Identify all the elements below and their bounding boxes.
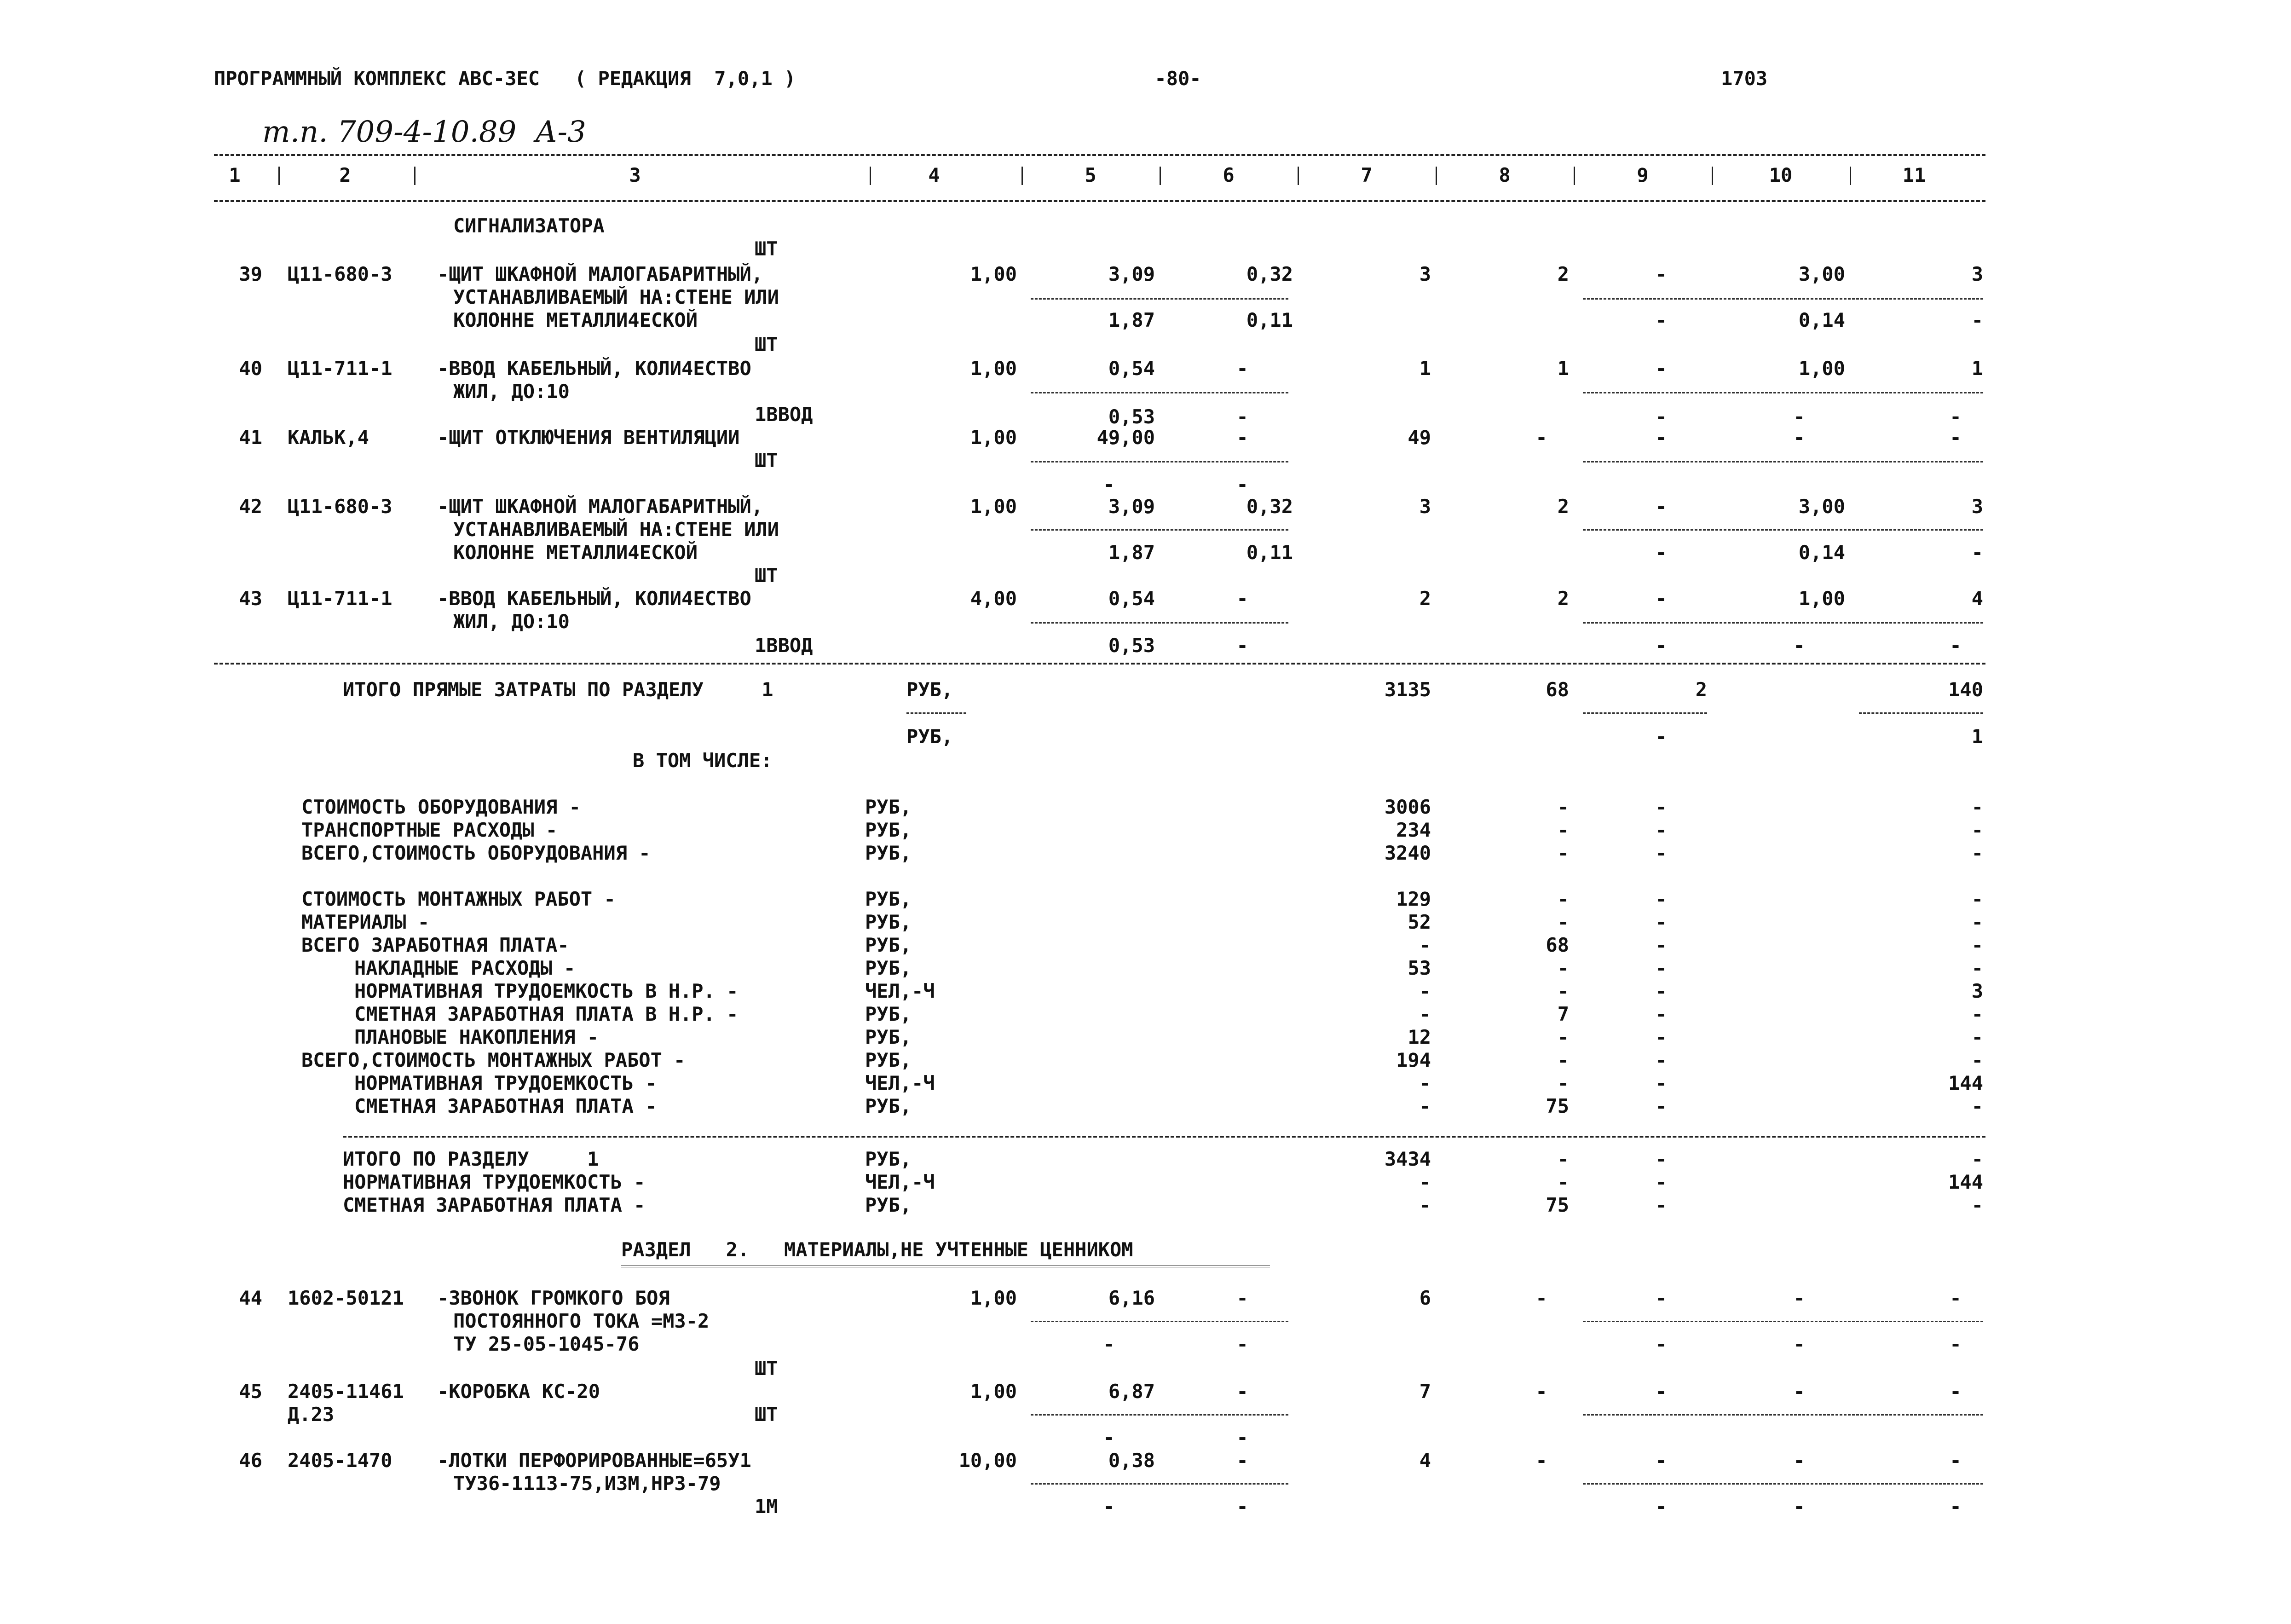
summary-c11: 3 [1971, 980, 1983, 1002]
summary-c9: - [1655, 934, 1667, 956]
col-separator [414, 167, 415, 185]
row-c6: 0,32 [1246, 495, 1293, 518]
row-description: УСТАНАВЛИВАЕМЫЙ НА:СТЕНЕ ИЛИ [453, 286, 779, 308]
row-c10: - [1793, 426, 1805, 449]
summary-c11: - [1971, 796, 1983, 818]
cell-rule [1583, 529, 1983, 531]
col-header-9: 9 [1637, 164, 1649, 186]
summary-c11: - [1971, 1003, 1983, 1025]
row-unit: 1ВВОД [755, 403, 813, 426]
section-rule [214, 663, 1985, 665]
col-header-2: 2 [339, 164, 351, 186]
summary-c9: - [1655, 819, 1667, 841]
summary-c8: - [1557, 957, 1569, 979]
row-c6: - [1236, 357, 1248, 380]
row-c11: - [1950, 634, 1962, 657]
summary-c11: - [1971, 1049, 1983, 1071]
row-code: 1602-50121 [288, 1287, 404, 1309]
cell-rule [1031, 298, 1288, 300]
summary-unit: РУБ, [865, 911, 912, 933]
direct-costs-unit: РУБ, [906, 725, 953, 748]
summary-unit: РУБ, [865, 819, 912, 841]
row-code: КАЛЬК,4 [288, 426, 369, 449]
row-code: 2405-1470 [288, 1449, 392, 1472]
row-code: Ц11-680-3 [288, 263, 392, 285]
summary-c11: - [1971, 819, 1983, 841]
summary-c8: - [1557, 1026, 1569, 1048]
summary-label: СТОИМОСТЬ ОБОРУДОВАНИЯ - [301, 796, 581, 818]
col-separator [870, 167, 871, 185]
summary-c11: - [1971, 911, 1983, 933]
row-unit: ШТ [755, 333, 778, 356]
row-c10: - [1793, 1495, 1805, 1518]
summary-c9: - [1655, 1095, 1667, 1117]
row-qty: 10,00 [958, 1449, 1017, 1472]
summary-c11: - [1971, 934, 1983, 956]
col-header-8: 8 [1499, 164, 1511, 186]
row-c10: - [1793, 1449, 1805, 1472]
section-total-c8: - [1557, 1148, 1569, 1170]
col-header-10: 10 [1769, 164, 1793, 186]
row-c8: 2 [1557, 587, 1569, 610]
summary-c8: - [1557, 842, 1569, 864]
row-number: 43 [239, 587, 262, 610]
row-c5: 0,53 [1108, 634, 1155, 657]
row-c11: - [1950, 405, 1962, 428]
cell-rule [1583, 1321, 1983, 1322]
row-c9: - [1655, 495, 1667, 518]
summary-c8: - [1557, 1072, 1569, 1094]
header-top-rule [214, 154, 1985, 156]
row-c5: 1,87 [1108, 541, 1155, 564]
cell-rule [1031, 1483, 1288, 1485]
row-c8: - [1535, 1449, 1547, 1472]
row-unit: ШТ [755, 449, 778, 472]
row-c10: 3,00 [1798, 495, 1845, 518]
summary-unit: РУБ, [865, 796, 912, 818]
row-number: 41 [239, 426, 262, 449]
row-c11: 4 [1971, 587, 1983, 610]
row-c6: - [1236, 1287, 1248, 1309]
summary-label: СМЕТНАЯ ЗАРАБОТНАЯ ПЛАТА - [354, 1095, 657, 1117]
summary-c8: - [1557, 888, 1569, 910]
summary-c8: - [1557, 1049, 1569, 1071]
summary-unit: РУБ, [865, 842, 912, 864]
row-description: КОЛОННЕ МЕТАЛЛИ4ЕСКОЙ [453, 541, 698, 564]
row-c5: 1,87 [1108, 309, 1155, 331]
row-c11: - [1950, 1333, 1962, 1355]
summary-label: ВСЕГО,СТОИМОСТЬ МОНТАЖНЫХ РАБОТ - [301, 1049, 686, 1071]
row-c7: 1 [1419, 357, 1431, 380]
summary-c7: 53 [1408, 957, 1431, 979]
row-qty: 1,00 [970, 1380, 1017, 1403]
row-c5: - [1103, 1333, 1115, 1355]
row-c8: - [1535, 1287, 1547, 1309]
row-c5: - [1103, 1426, 1115, 1449]
row-c11: 1 [1971, 357, 1983, 380]
document-number: 1703 [1721, 67, 1768, 90]
direct-costs-c11: 140 [1948, 678, 1983, 701]
row-description: -ВВОД КАБЕЛЬНЫЙ, КОЛИ4ЕСТВО [437, 357, 751, 380]
summary-unit: РУБ, [865, 934, 912, 956]
col-separator [1850, 167, 1851, 185]
summary-c11: 144 [1948, 1072, 1983, 1094]
row-qty: 1,00 [970, 1287, 1017, 1309]
row-c9: - [1655, 405, 1667, 428]
summary-c9: - [1655, 1003, 1667, 1025]
row-c8: 2 [1557, 263, 1569, 285]
cell-rule [1031, 622, 1288, 624]
col-header-6: 6 [1223, 164, 1235, 186]
summary-c11: - [1971, 888, 1983, 910]
row-c8: 2 [1557, 495, 1569, 518]
col-header-11: 11 [1902, 164, 1926, 186]
row-description: ТУ 25-05-1045-76 [453, 1333, 640, 1355]
row-c6: - [1236, 587, 1248, 610]
col-separator [1160, 167, 1161, 185]
summary-label: НОРМАТИВНАЯ ТРУДОЕМКОСТЬ В Н.Р. - [354, 980, 739, 1002]
summary-c7: - [1419, 934, 1431, 956]
direct-costs-unit: РУБ, [906, 678, 953, 701]
row-number: 45 [239, 1380, 262, 1403]
row-description: -ЩИТ ШКАФНОЙ МАЛОГАБАРИТНЫЙ, [437, 263, 763, 285]
section-2-title: РАЗДЕЛ 2. МАТЕРИАЛЫ,НЕ УЧТЕННЫЕ ЦЕННИКОМ [621, 1238, 1133, 1261]
summary-label: НАКЛАДНЫЕ РАСХОДЫ - [354, 957, 576, 979]
row-c5: 6,87 [1108, 1380, 1155, 1403]
row-c5: - [1103, 1495, 1115, 1518]
row-c5: 0,54 [1108, 587, 1155, 610]
row-c9: - [1655, 1287, 1667, 1309]
summary-label: ВСЕГО ЗАРАБОТНАЯ ПЛАТА- [301, 934, 569, 956]
row-unit: 1ВВОД [755, 634, 813, 657]
section-total-c11: - [1971, 1148, 1983, 1170]
summary-c8: 7 [1557, 1003, 1569, 1025]
summary-c8: - [1557, 819, 1569, 841]
row-code: Ц11-711-1 [288, 357, 392, 380]
row-c9: - [1655, 263, 1667, 285]
row-c9: - [1655, 1333, 1667, 1355]
row-c10: 0,14 [1798, 309, 1845, 331]
section-total-c7: - [1419, 1171, 1431, 1193]
row-unit: ШТ [755, 564, 778, 587]
summary-unit: РУБ, [865, 888, 912, 910]
section-rule [343, 1136, 1985, 1138]
row-c5: 0,54 [1108, 357, 1155, 380]
col-separator [1298, 167, 1299, 185]
direct-costs-c11: 1 [1971, 725, 1983, 748]
summary-c9: - [1655, 1026, 1667, 1048]
row-number: 44 [239, 1287, 262, 1309]
summary-c7: - [1419, 1003, 1431, 1025]
section-total-c9: - [1655, 1148, 1667, 1170]
summary-c7: 129 [1396, 888, 1431, 910]
summary-label: НОРМАТИВНАЯ ТРУДОЕМКОСТЬ - [354, 1072, 657, 1094]
summary-label: ПЛАНОВЫЕ НАКОПЛЕНИЯ - [354, 1026, 599, 1048]
col-header-1: 1 [229, 164, 241, 186]
row-c6: - [1236, 1495, 1248, 1518]
summary-c9: - [1655, 957, 1667, 979]
row-c7: 3 [1419, 263, 1431, 285]
row-c8: - [1535, 426, 1547, 449]
summary-label: МАТЕРИАЛЫ - [301, 911, 430, 933]
row-c5: 0,38 [1108, 1449, 1155, 1472]
section-total-label: СМЕТНАЯ ЗАРАБОТНАЯ ПЛАТА - [343, 1194, 646, 1216]
col-separator [278, 167, 280, 185]
col-separator [1574, 167, 1575, 185]
row-c11: 3 [1971, 263, 1983, 285]
row-c7: 3 [1419, 495, 1431, 518]
summary-c7: 194 [1396, 1049, 1431, 1071]
row-number: 46 [239, 1449, 262, 1472]
col-separator [1712, 167, 1713, 185]
row-qty: 1,00 [970, 426, 1017, 449]
summary-unit: РУБ, [865, 1049, 912, 1071]
row-c6: - [1236, 473, 1248, 496]
cell-rule [1031, 1414, 1288, 1416]
row-description: -ЛОТКИ ПЕРФОРИРОВАННЫЕ=65У1 [437, 1449, 751, 1472]
direct-costs-label: ИТОГО ПРЯМЫЕ ЗАТРАТЫ ПО РАЗДЕЛУ 1 [343, 678, 773, 701]
col-header-4: 4 [928, 164, 940, 186]
row-c11: - [1950, 1449, 1962, 1472]
summary-unit: РУБ, [865, 1003, 912, 1025]
section-total-c8: - [1557, 1171, 1569, 1193]
row-c10: 0,14 [1798, 541, 1845, 564]
summary-c7: 234 [1396, 819, 1431, 841]
row-c7: 49 [1408, 426, 1431, 449]
summary-c7: - [1419, 1095, 1431, 1117]
cell-rule [1031, 392, 1288, 393]
cell-rule [1031, 529, 1288, 531]
summary-label: СТОИМОСТЬ МОНТАЖНЫХ РАБОТ - [301, 888, 616, 910]
section-total-c9: - [1655, 1171, 1667, 1193]
cell-rule [1031, 1321, 1288, 1322]
row-c6: - [1236, 426, 1248, 449]
row-c6: - [1236, 1449, 1248, 1472]
summary-unit: РУБ, [865, 1095, 912, 1117]
row-qty: 1,00 [970, 263, 1017, 285]
row-c6: 0,32 [1246, 263, 1293, 285]
row-c11: - [1950, 1287, 1962, 1309]
row-c10: - [1793, 1333, 1805, 1355]
col-separator [1436, 167, 1437, 185]
row-c9: - [1655, 541, 1667, 564]
header-bottom-rule [214, 200, 1985, 202]
row-c6: - [1236, 634, 1248, 657]
section-total-c7: 3434 [1384, 1148, 1431, 1170]
summary-c8: - [1557, 980, 1569, 1002]
section-total-unit: ЧЕЛ,-Ч [865, 1171, 935, 1193]
row-code: Ц11-680-3 [288, 495, 392, 518]
row-c6: 0,11 [1246, 541, 1293, 564]
col-header-7: 7 [1361, 164, 1373, 186]
summary-c7: 3006 [1384, 796, 1431, 818]
summary-unit: РУБ, [865, 957, 912, 979]
summary-c7: 3240 [1384, 842, 1431, 864]
row-description: -КОРОБКА КС-20 [437, 1380, 600, 1403]
summary-label: СМЕТНАЯ ЗАРАБОТНАЯ ПЛАТА В Н.Р. - [354, 1003, 739, 1025]
row-c11: - [1950, 1380, 1962, 1403]
cell-rule [1583, 622, 1983, 624]
section-total-unit: РУБ, [865, 1194, 912, 1216]
summary-unit: ЧЕЛ,-Ч [865, 980, 935, 1002]
summary-c7: 52 [1408, 911, 1431, 933]
row-description: ТУ36-1113-75,ИЗМ,НРЗ-79 [453, 1472, 721, 1495]
summary-c7: - [1419, 980, 1431, 1002]
cell-rule [1583, 1483, 1983, 1485]
row-c10: 1,00 [1798, 357, 1845, 380]
handwritten-reference: т.п. 709-4-10.89 А-3 [262, 115, 586, 149]
summary-c11: - [1971, 1095, 1983, 1117]
row-description: КОЛОННЕ МЕТАЛЛИ4ЕСКОЙ [453, 309, 698, 331]
row-c6: - [1236, 1426, 1248, 1449]
row-number: 39 [239, 263, 262, 285]
direct-costs-c7: 3135 [1384, 678, 1431, 701]
row-c7: 2 [1419, 587, 1431, 610]
direct-costs-c9: 2 [1695, 678, 1707, 701]
cell-rule [906, 712, 966, 714]
row-c10: - [1793, 634, 1805, 657]
direct-costs-c8: 68 [1546, 678, 1569, 701]
cell-rule [1583, 1414, 1983, 1416]
row-c5: 6,16 [1108, 1287, 1155, 1309]
row-c9: - [1655, 587, 1667, 610]
section-total-c8: 75 [1546, 1194, 1569, 1216]
row-description: -ВВОД КАБЕЛЬНЫЙ, КОЛИ4ЕСТВО [437, 587, 751, 610]
row-c10: 3,00 [1798, 263, 1845, 285]
row-c6: 0,11 [1246, 309, 1293, 331]
summary-c11: - [1971, 1026, 1983, 1048]
summary-c11: - [1971, 842, 1983, 864]
row-c7: 7 [1419, 1380, 1431, 1403]
row-description: ЖИЛ, ДО:10 [453, 610, 570, 633]
including-label: В ТОМ ЧИСЛЕ: [633, 749, 773, 772]
summary-label: ТРАНСПОРТНЫЕ РАСХОДЫ - [301, 819, 558, 841]
row-code: Ц11-711-1 [288, 587, 392, 610]
item-unit: ШТ [755, 237, 778, 260]
row-c7: 6 [1419, 1287, 1431, 1309]
row-c9: - [1655, 309, 1667, 331]
row-number: 40 [239, 357, 262, 380]
row-description: -ЗВОНОК ГРОМКОГО БОЯ [437, 1287, 670, 1309]
summary-label: ВСЕГО,СТОИМОСТЬ ОБОРУДОВАНИЯ - [301, 842, 651, 864]
row-code-suffix: Д.23 [288, 1403, 335, 1426]
summary-unit: ЧЕЛ,-Ч [865, 1072, 935, 1094]
summary-c7: - [1419, 1072, 1431, 1094]
row-c11: - [1971, 309, 1983, 331]
row-qty: 1,00 [970, 357, 1017, 380]
section-total-label: НОРМАТИВНАЯ ТРУДОЕМКОСТЬ - [343, 1171, 646, 1193]
row-c10: - [1793, 1380, 1805, 1403]
row-c9: - [1655, 1495, 1667, 1518]
section-total-c7: - [1419, 1194, 1431, 1216]
row-c6: - [1236, 1333, 1248, 1355]
cell-rule [1583, 392, 1983, 393]
cell-rule [1583, 298, 1983, 300]
row-description: УСТАНАВЛИВАЕМЫЙ НА:СТЕНЕ ИЛИ [453, 518, 779, 541]
cell-rule [1583, 712, 1707, 714]
col-separator [1021, 167, 1023, 185]
row-description: ПОСТОЯННОГО ТОКА =МЗ-2 [453, 1310, 710, 1332]
row-c5: 3,09 [1108, 495, 1155, 518]
summary-c7: 12 [1408, 1026, 1431, 1048]
summary-c9: - [1655, 888, 1667, 910]
cell-rule [1859, 712, 1983, 714]
row-description: -ЩИТ ОТКЛЮЧЕНИЯ ВЕНТИЛЯЦИИ [437, 426, 740, 449]
col-header-5: 5 [1085, 164, 1096, 186]
row-c10: - [1793, 1287, 1805, 1309]
cell-rule [1583, 461, 1983, 462]
row-c5: - [1103, 473, 1115, 496]
summary-c9: - [1655, 1049, 1667, 1071]
row-code: 2405-11461 [288, 1380, 404, 1403]
row-c11: 3 [1971, 495, 1983, 518]
section-total-label: ИТОГО ПО РАЗДЕЛУ 1 [343, 1148, 599, 1170]
row-description: ЖИЛ, ДО:10 [453, 380, 570, 403]
row-c9: - [1655, 1380, 1667, 1403]
item-text: СИГНАЛИЗАТОРА [453, 214, 605, 237]
row-c5: 49,00 [1096, 426, 1155, 449]
row-c9: - [1655, 357, 1667, 380]
section-total-c9: - [1655, 1194, 1667, 1216]
col-header-3: 3 [629, 164, 641, 186]
summary-c9: - [1655, 1072, 1667, 1094]
summary-c8: - [1557, 796, 1569, 818]
row-c8: - [1535, 1380, 1547, 1403]
summary-c8: - [1557, 911, 1569, 933]
row-c8: 1 [1557, 357, 1569, 380]
row-qty: 4,00 [970, 587, 1017, 610]
direct-costs-c9: - [1655, 725, 1667, 748]
row-c11: - [1950, 1495, 1962, 1518]
section-total-c11: 144 [1948, 1171, 1983, 1193]
row-unit: ШТ [755, 1357, 778, 1380]
row-qty: 1,00 [970, 495, 1017, 518]
row-c11: - [1950, 426, 1962, 449]
summary-c9: - [1655, 842, 1667, 864]
summary-c8: 68 [1546, 934, 1569, 956]
row-c5: 0,53 [1108, 405, 1155, 428]
summary-unit: РУБ, [865, 1026, 912, 1048]
row-description: -ЩИТ ШКАФНОЙ МАЛОГАБАРИТНЫЙ, [437, 495, 763, 518]
row-c6: - [1236, 1380, 1248, 1403]
row-unit: 1М [755, 1495, 778, 1518]
program-header: ПРОГРАММНЫЙ КОМПЛЕКС АВС-3ЕС ( РЕДАКЦИЯ 7,0,1 ) [214, 67, 796, 90]
page-number: -80- [1154, 67, 1201, 90]
row-c9: - [1655, 426, 1667, 449]
row-c9: - [1655, 634, 1667, 657]
row-c5: 3,09 [1108, 263, 1155, 285]
row-c11: - [1971, 541, 1983, 564]
section-total-c11: - [1971, 1194, 1983, 1216]
row-c10: 1,00 [1798, 587, 1845, 610]
row-c7: 4 [1419, 1449, 1431, 1472]
section-total-unit: РУБ, [865, 1148, 912, 1170]
summary-c11: - [1971, 957, 1983, 979]
summary-c8: 75 [1546, 1095, 1569, 1117]
row-unit: ШТ [755, 1403, 778, 1426]
summary-c9: - [1655, 911, 1667, 933]
row-c9: - [1655, 1449, 1667, 1472]
row-number: 42 [239, 495, 262, 518]
section-2-underline [621, 1266, 1270, 1269]
row-c10: - [1793, 405, 1805, 428]
summary-c9: - [1655, 980, 1667, 1002]
cell-rule [1031, 461, 1288, 462]
row-c6: - [1236, 405, 1248, 428]
summary-c9: - [1655, 796, 1667, 818]
